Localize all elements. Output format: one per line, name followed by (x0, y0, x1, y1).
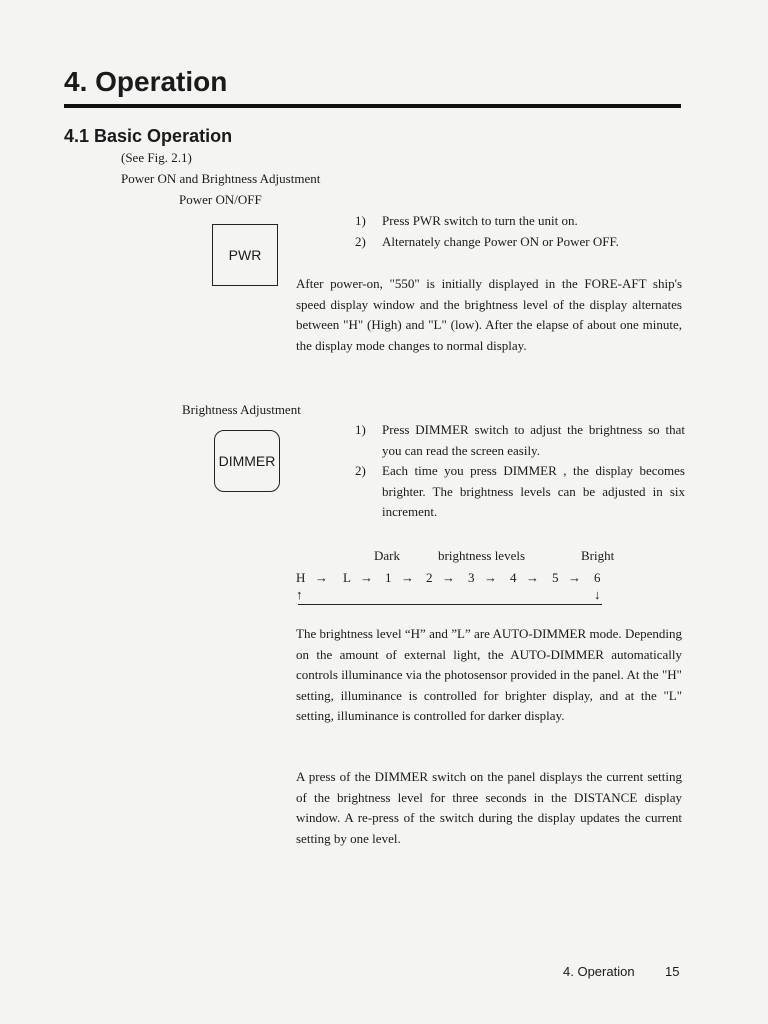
scale-level-5: 5 (552, 570, 559, 585)
scale-level-4: 4 (510, 570, 517, 585)
subheading: Power ON and Brightness Adjustment (121, 171, 321, 186)
scale-level-h: H (296, 570, 306, 585)
scale-label-dark: Dark (374, 548, 400, 563)
arrow-up-icon: ↑ (296, 587, 303, 602)
figure-reference: (See Fig. 2.1) (121, 150, 192, 165)
power-title: Power ON/OFF (179, 192, 262, 207)
scale-label-middle: brightness levels (438, 548, 526, 563)
dimmer-switch-illustration: DIMMER (214, 430, 280, 492)
arrow-right-icon: → (568, 570, 581, 585)
scale-level-6: 6 (594, 570, 601, 585)
step-text: Alternately change Power ON or Power OFF. (382, 233, 619, 249)
list-item (355, 420, 685, 461)
arrow-right-icon: → (401, 570, 414, 585)
step-number: 1) (355, 422, 366, 437)
step-text: Press DIMMER switch to adjust the brightness so that you can read the screen easily. (382, 422, 685, 458)
power-on-paragraph: After power-on, "550" is initially displayed in the FORE-AFT ship's speed display window and the brightness level of the display alternates between "H" (High) and "L" (low). After the elapse of about one minute, the display mode changes to normal display. (296, 276, 682, 353)
brightness-steps (355, 420, 685, 523)
arrow-right-icon: → (360, 570, 373, 585)
page-heading: 4. Operation (64, 66, 228, 97)
step-text: Press PWR switch to turn the unit on. (382, 213, 578, 228)
scale-level-l: L (343, 570, 351, 585)
step-text: Each time you press DIMMER , the display becomes brighter. The brightness levels can be adjusted in six increment. (382, 463, 685, 519)
dimmer-display-paragraph: A press of the DIMMER switch on the panel displays the current setting of the brightness level for three seconds in the DISTANCE display window. A re-press of the switch during the display updates the current setting by one level. (296, 769, 682, 846)
step-number: 2) (355, 463, 366, 478)
power-steps (355, 211, 685, 252)
footer-chapter: 4. Operation (563, 964, 635, 979)
scale-level-2: 2 (426, 570, 433, 585)
list-item (355, 211, 685, 232)
scale-label-bright: Bright (581, 548, 615, 563)
auto-dimmer-paragraph: The brightness level “H” and ”L” are AUTO-DIMMER mode. Depending on the amount of external light, the AUTO-DIMMER automatically controls illuminance via the photosensor provided in the panel. At the "H" setting, illuminance is controlled for brighter display, and at the "L" setting, illuminance is controlled for darker display. (296, 626, 682, 724)
step-number: 2) (355, 233, 366, 249)
section-heading: 4.1 Basic Operation (64, 126, 233, 146)
arrow-right-icon: → (442, 570, 455, 585)
arrow-right-icon: → (315, 570, 328, 585)
cycle-return-line (298, 604, 602, 605)
scale-level-1: 1 (385, 570, 392, 585)
arrow-right-icon: → (484, 570, 497, 585)
brightness-title: Brightness Adjustment (182, 402, 301, 417)
list-item (355, 232, 685, 253)
scale-level-3: 3 (468, 570, 475, 585)
step-number: 1) (355, 213, 366, 228)
heading-rule (64, 104, 681, 108)
pwr-switch-illustration: PWR (212, 224, 278, 286)
arrow-right-icon: → (526, 570, 539, 585)
arrow-down-icon: ↓ (594, 587, 601, 602)
page-number: 15 (665, 964, 680, 979)
list-item (355, 461, 685, 523)
